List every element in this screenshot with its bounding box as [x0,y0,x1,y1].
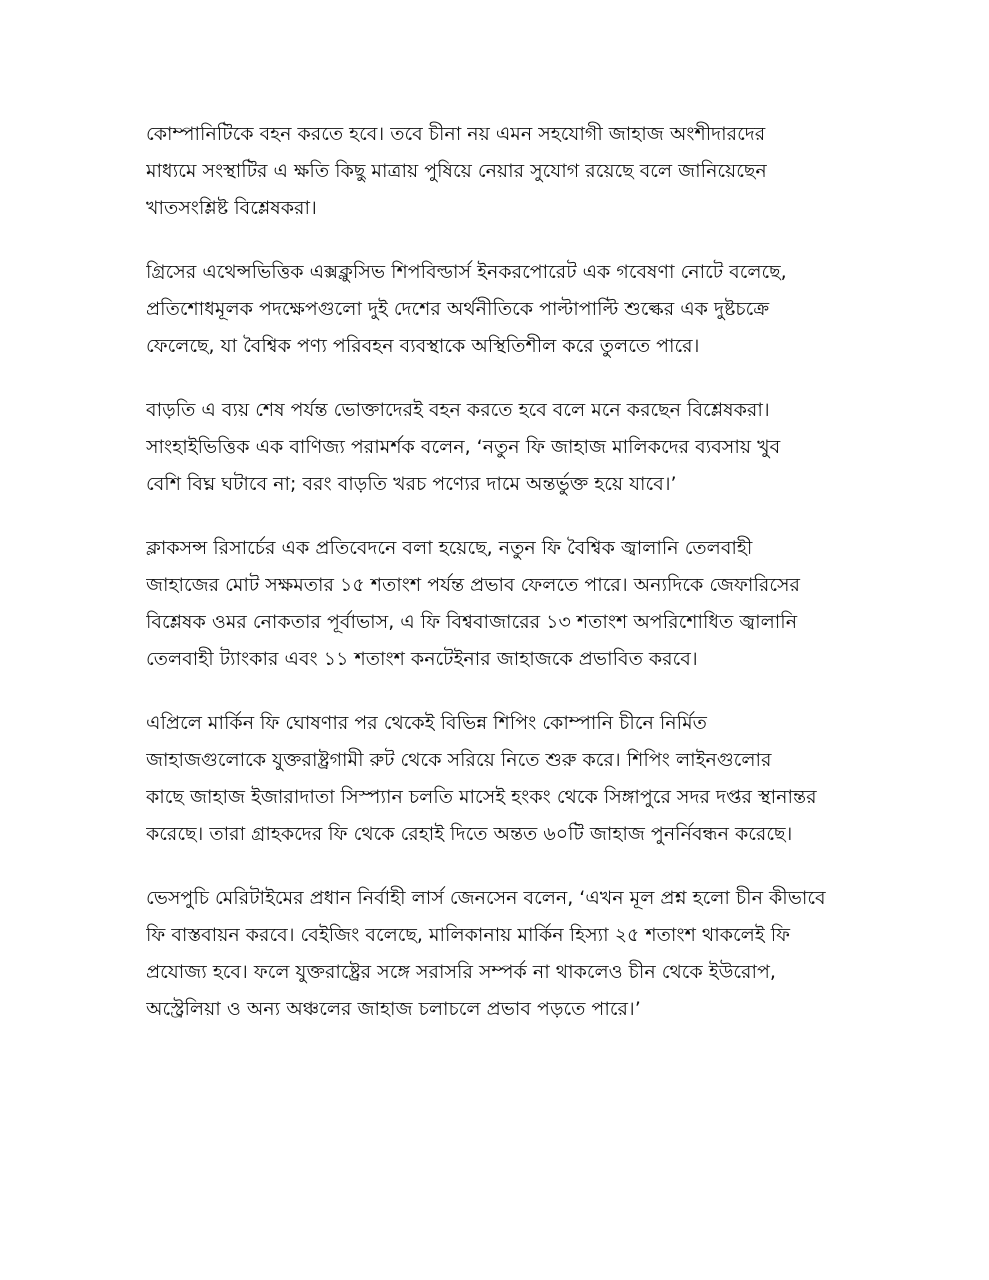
paragraph-6 [146,880,846,1028]
paragraph-1 [146,116,846,227]
text-line: কাছে জাহাজ ইজারাদাতা সিস্প্যান চলতি মাসেই হংকং থেকে সিঙ্গাপুরে সদর দপ্তর স্থানান্তর [146,786,817,808]
text-line: প্রযোজ্য হবে। ফলে যুক্তরাষ্ট্রের সঙ্গে সরাসরি সম্পর্ক না থাকলেও চীন থেকে ইউরোপ, [146,961,776,983]
text-line: গ্রিসের এথেন্সভিত্তিক এক্সক্লুসিভ শিপবিল্ডার্স ইনকরপোরেট এক গবেষণা নোটে বলেছে, [146,261,787,283]
text-line: সাংহাইভিত্তিক এক বাণিজ্য পরামর্শক বলেন, ‘নতুন ফি জাহাজ মালিকদের ব্যবসায় খুব [146,436,781,458]
text-line: ফি বাস্তবায়ন করবে। বেইজিং বলেছে, মালিকানায় মার্কিন হিস্যা ২৫ শতাংশ থাকলেই ফি [146,924,791,946]
paragraph-3 [146,392,846,503]
text-line: তেলবাহী ট্যাংকার এবং ১১ শতাংশ কনটেইনার জাহাজকে প্রভাবিত করবে। [146,648,698,670]
paragraph-4 [146,530,846,678]
text-line: খাতসংশ্লিষ্ট বিশ্লেষকরা। [146,197,317,219]
text-line: ক্লাকসন্স রিসার্চের এক প্রতিবেদনে বলা হয়েছে, নতুন ফি বৈশ্বিক জ্বালানি তেলবাহী [146,537,753,559]
paragraph-5 [146,705,846,853]
text-line: জাহাজগুলোকে যুক্তরাষ্ট্রগামী রুট থেকে সরিয়ে নিতে শুরু করে। শিপিং লাইনগুলোর [146,749,772,771]
text-line: ফেলেছে, যা বৈশ্বিক পণ্য পরিবহন ব্যবস্থাকে অস্থিতিশীল করে তুলতে পারে। [146,335,700,357]
text-line: বেশি বিঘ্ন ঘটাবে না; বরং বাড়তি খরচ পণ্যের দামে অন্তর্ভুক্ত হয়ে যাবে।’ [146,473,677,495]
text-line: কোম্পানিটিকে বহন করতে হবে। তবে চীনা নয় এমন সহযোগী জাহাজ অংশীদারদের [146,123,766,145]
text-line: করেছে। তারা গ্রাহকদের ফি থেকে রেহাই দিতে অন্তত ৬০টি জাহাজ পুনর্নিবন্ধন করেছে। [146,823,793,845]
text-line: মাধ্যমে সংস্থাটির এ ক্ষতি কিছু মাত্রায় পুষিয়ে নেয়ার সুযোগ রয়েছে বলে জানিয়েছেন [146,160,767,182]
text-line: বিশ্লেষক ওমর নোকতার পূর্বাভাস, এ ফি বিশ্ববাজারের ১৩ শতাংশ অপরিশোধিত জ্বালানি [146,611,798,633]
text-line: বাড়তি এ ব্যয় শেষ পর্যন্ত ভোক্তাদেরই বহন করতে হবে বলে মনে করছেন বিশ্লেষকরা। [146,399,770,421]
paragraph-2 [146,254,846,365]
text-line: প্রতিশোধমূলক পদক্ষেপগুলো দুই দেশের অর্থনীতিকে পাল্টাপাল্টি শুল্কের এক দুষ্টচক্রে [146,298,770,320]
text-line: এপ্রিলে মার্কিন ফি ঘোষণার পর থেকেই বিভিন্ন শিপিং কোম্পানি চীনে নির্মিত [146,712,707,734]
text-line: ভেসপুচি মেরিটাইমের প্রধান নির্বাহী লার্স জেনসেন বলেন, ‘এখন মূল প্রশ্ন হলো চীন কীভাবে [146,887,826,909]
text-line: অস্ট্রেলিয়া ও অন্য অঞ্চলের জাহাজ চলাচলে প্রভাব পড়তে পারে।’ [146,998,641,1020]
article-body [146,116,846,1055]
text-line: জাহাজের মোট সক্ষমতার ১৫ শতাংশ পর্যন্ত প্রভাব ফেলতে পারে। অন্যদিকে জেফারিসের [146,574,800,596]
